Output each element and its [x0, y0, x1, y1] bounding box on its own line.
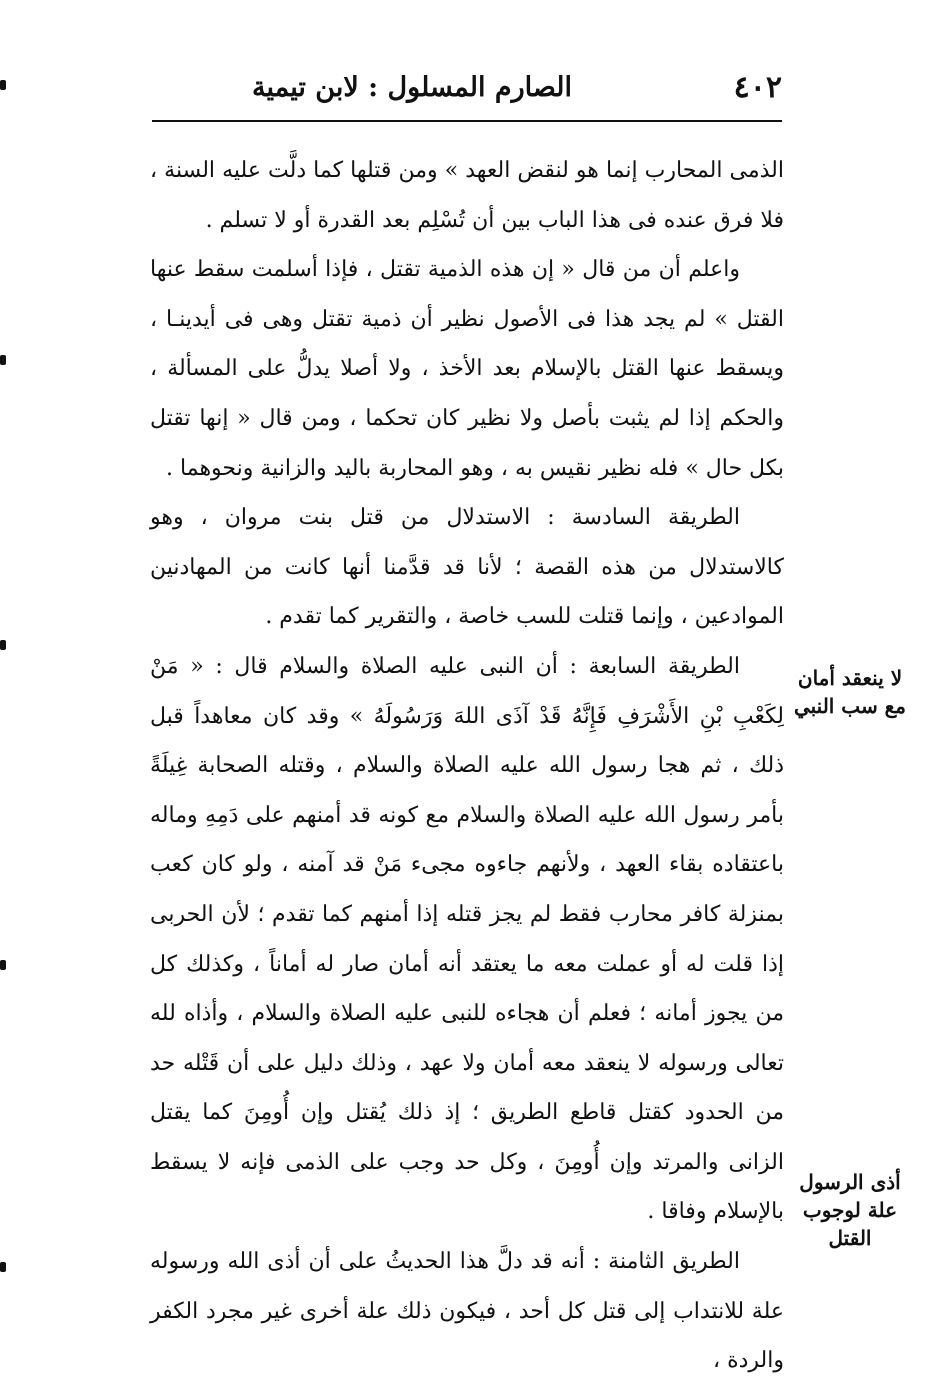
running-title: الصارم المسلول : لابن تيمية: [252, 72, 572, 103]
scan-mark: [0, 1262, 6, 1272]
scan-mark: [0, 960, 6, 970]
scan-mark: [0, 80, 6, 90]
paragraph-seventh-method: الطريقة السابعة : أن النبى عليه الصلاة والسلام قال : « مَنْ لِكَعْبِ بْنِ الأَشْرَفِ فَإِنَّهُ قَدْ آذَى اللهَ وَرَسُولَهُ » وقد كان معاهداً قبل ذلك ، ثم هجا رسول الله عليه الصلاة والسلام ، وقتله الصحابة غِيلَةً بأمر رسول الله عليه الصلاة والسلام مع كونه قد أمنهم على دَمِهِ وماله باعتقاده بقاء العهد ، ولأنهم جاءوه مجىء مَنْ قد آمنه ، ولو كان كعب بمنزلة كافر محارب فقط لم يجز قتله إذا أمنهم كما تقدم ؛ لأن الحربى إذا قلت له أو عملت معه ما يعتقد أنه أمان صار له أماناً ، وكذلك كل من يجوز أمانه ؛ فعلم أن هجاءه للنبى عليه الصلاة والسلام ، وأذاه لله تعالى ورسوله لا ينعقد معه أمان ولا عهد ، وذلك دليل على أن قَتْله حد من الحدود كقتل قاطع الطريق ؛ إذ ذلك يُقتل وإن أُومِنَ كما يقتل الزانى والمرتد وإن أُومِنَ ، وكل حد وجب على الذمى فإنه لا يسقط بالإسلام وفاقا .: [150, 653, 784, 1225]
page-header: [152, 66, 782, 118]
paragraph-eighth-method: الطريق الثامنة : أنه قد دلَّ هذا الحديثُ على أن أذى الله ورسوله علة للانتداب إلى قتل كل أحد ، فيكون ذلك علة أخرى غير مجرد الكفر والردة ،: [150, 1249, 784, 1374]
paragraph: واعلم أن من قال « إن هذه الذمية تقتل ، فإذا أسلمت سقط عنها القتل » لم يجد هذا فى الأصول نظير أن ذمية تقتل وهى فى أيدينـا ، ويسقط عنها القتل بالإسلام بعد الأخذ ، ولا أصلا يدلُّ على المسألة ، والحكم إذا لم يثبت بأصل ولا نظير كان تحكما ، ومن قال « إنها تقتل بكل حال » فله نظير نقيس به ، وهو المحاربة باليد والزانية ونحوهما .: [150, 257, 784, 481]
body-text: [150, 146, 784, 1386]
paragraph-continued: الذمى المحارب إنما هو لنقض العهد » ومن قتلها كما دلَّت عليه السنة ، فلا فرق عنده فى هذا الباب بين أن تُسْلِم بعد القدرة أو لا تسلم .: [150, 158, 784, 233]
scan-mark: [0, 355, 6, 365]
scan-mark: [0, 640, 6, 650]
paragraph-sixth-method: الطريقة السادسة : الاستدلال من قتل بنت مروان ، وهو كالاستدلال من هذه القصة ؛ لأنا قد قدَّمنا أنها كانت من المهادنين الموادعين ، وإنما قتلت للسب خاصة ، والتقرير كما تقدم .: [150, 505, 784, 630]
margin-note-offense-cause: أذى الرسول علة لوجوب القتل: [799, 1170, 901, 1250]
page-number: ٤٠٢: [733, 70, 782, 105]
header-rule: [152, 120, 782, 122]
margin-note-no-safe-conduct: لا ينعقد أمان مع سب النبي: [793, 666, 907, 718]
